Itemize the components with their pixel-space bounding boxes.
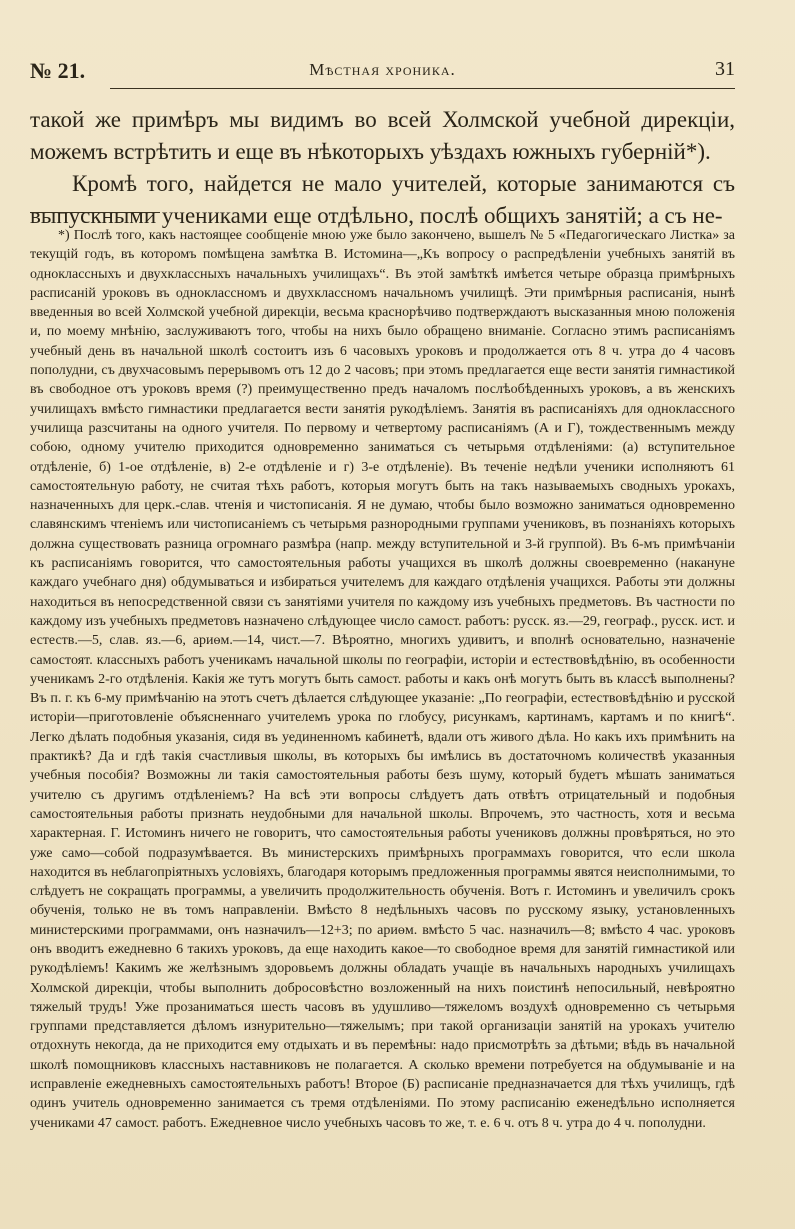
footnote <box>30 226 735 1133</box>
footnote-text: *) Послѣ того, какъ настоящее сообщеніе мною уже было закончено, вышелъ № 5 «Педагогическаго Листка» за текущій годъ, въ которомъ помѣщена замѣтка В. Истомина—„Къ вопросу о распредѣленіи учебныхъ занятій въ одноклассныхъ и двухклассныхъ начальныхъ училищахъ“. Въ этой замѣткѣ имѣется четыре образца примѣрныхъ расписаній уроковъ въ одноклассномъ и двухклассномъ начальномъ училищѣ. Эти примѣрныя расписанія, нынѣ введенныя во всей Холмской учебной дирекціи, весьма краснорѣчиво подтверждаютъ высказанныя мною положенія и, по моему мнѣнію, заслуживаютъ того, чтобы на нихъ было обращено вниманіе. Согласно этимъ расписаніямъ учебный день въ начальной школѣ состоитъ изъ 6 часовыхъ уроковъ и продолжается отъ 8 ч. утра до 4 часовъ пополудни, съ двухчасовымъ перерывомъ отъ 12 до 2 часовъ; при этомъ предлагается еще вести занятія гимнастикой въ свободное отъ уроковъ время (?) преимущественно предъ началомъ послѣобѣденныхъ уроковъ, а въ женскихъ училищахъ вмѣсто гимнастики предлагается вести занятія рукодѣліемъ. Занятія въ расписаніяхъ для одноклассного училища разсчитаны на одного учителя. По первому и четвертому расписаніямъ (А и Г), тождественнымъ между собою, одному учителю приходится одновременно заниматься съ четырьмя отдѣленіями: (а) вступительное отдѣленіе, б) 1-ое отдѣленіе, в) 2-е отдѣленіе и г) 3-е отдѣленіе). Въ теченіе недѣли ученики исполняютъ 61 самостоятельную работу, не считая тѣхъ работъ, которыя могутъ быть на такъ называемыхъ сводныхъ урокахъ, назначенныхъ для церк.-слав. чтенія и чистописанія. Я не думаю, чтобы было возможно заниматься одновременно славянскимъ чтеніемъ или чистописаніемъ съ четырьмя разнородными группами учениковъ, въ познаніяхъ которыхъ должна существовать разница огромнаго размѣра (напр. между вступительной и 3-й группой). Въ 6-мъ примѣчаніи къ расписаніямъ говорится, что самостоятельныя работы учащихся въ школѣ должны своевременно (накануне каждаго учебнаго дня) обдумываться и избираться учителемъ для каждаго отдѣленія учащихся. Работы эти должны находиться въ непосредственной связи съ занятіями учителя по каждому изъ учебныхъ предметовъ. Въ частности по каждому изъ учебныхъ предметовъ назначено слѣдующее число самост. работъ: русск. яз.—29, географ., русск. ист. и естеств.—5, слав. яз.—6, ариѳм.—14, чист.—7. Вѣроятно, многихъ удивитъ, и вполнѣ основательно, назначеніе самостоят. классныхъ работъ ученикамъ начальной школы по географіи, исторіи и естествовѣдѣнію, въ особенности ученикамъ 2-го отдѣленія. Какія же тутъ могутъ быть самост. работы и какъ онѣ могутъ быть въ классѣ выполнены? Въ п. г. къ 6-му примѣчанію на этотъ счетъ дѣлается слѣдующее указаніе: „По географіи, естествовѣдѣнію и русской исторіи—приготовленіе объясненнаго учителемъ урока по глобусу, рисункамъ, картинамъ, картамъ и по книгѣ“. Легко дѣлать подобныя указанія, сидя въ уединенномъ кабинетѣ, вдали отъ живого дѣла. Но какъ ихъ примѣнить на практикѣ? Да и гдѣ такія счастливыя школы, въ которыхъ бы имѣлись въ достаточномъ количествѣ указанныя учебныя пособія? Возможны ли такія самостоятельныя работы безъ шуму, который будетъ мѣшать заниматься учителю съ другимъ отдѣленіемъ? На всѣ эти вопросы слѣдуетъ дать отвѣтъ отрицательный и подобныя самостоятельныя работы признать неудобными для начальной школы. Впрочемъ, это частность, хотя и весьма характерная. Г. Истоминъ ничего не говоритъ, что самостоятельныя работы учениковъ должны провѣряться, но это уже само—собой подразумѣвается. Въ министерскихъ примѣрныхъ программахъ говорится, что если школа находится въ неблагопріятныхъ условіяхъ, благодаря которымъ предложенныя программы явятся неисполнимыми, то слѣдуетъ не сокращать программы, а увеличить продолжительность обученія. Вотъ г. Истоминъ и увеличилъ срокъ обученія, только не въ томъ направленіи. Вмѣсто 8 недѣльныхъ часовъ по русскому языку, установленныхъ министерскими программами, онъ назначилъ—12+3; по ариѳм. вмѣсто 5 час. назначилъ—8; вмѣсто 4 час. уроковъ онъ вводитъ ежедневно 6 такихъ уроковъ, да еще находить какое—то свободное время для занятій гимнастикой или рукодѣліемъ! Какимъ же желѣзнымъ здоровьемъ должны обладать учащіе въ начальныхъ народныхъ училищахъ Холмской дирекціи, чтобы выполнить добросовѣстно возложенный на нихъ поистинѣ непосильный, невѣроятно тяжелый трудъ! Уже прозаниматься шесть часовъ въ удушливо—тяжеломъ воздухѣ одновременно съ четырьмя группами представляется дѣломъ изнурительно—тяжелымъ; при такой организаціи занятій на урокахъ учителю отдохнуть некогда, да не приходится ему отдыхать и въ перемѣны: надо присмотрѣть за дѣтьми; вѣдь въ начальной школѣ помощниковъ классныхъ наставниковъ не полагается. А сколько времени потребуется на обдумываніе и на исправленіе ежедневныхъ самостоятельныхъ работъ! Второе (Б) расписаніе предназначается для тѣхъ училищъ, гдѣ одинъ учитель одновременно занимается съ тремя отдѣленіями. По этому расписанію еженедѣльно исполняется учениками 47 самост. работъ. Ежедневное число учебныхъ часовъ то же, т. е. 6 ч. отъ 8 ч. утра до 4 ч. пополудни. <box>30 228 735 1131</box>
main-paragraph: такой же примѣръ мы видимъ во всей Холмской учебной дирекціи, можемъ встрѣтить и еще въ нѣкоторыхъ уѣздахъ южныхъ губерній*). <box>30 107 735 164</box>
section-title: Мѣстная хроника. <box>309 60 456 79</box>
running-header <box>30 58 735 88</box>
header-rule <box>110 88 735 89</box>
main-paragraph: Кромѣ того, найдется не мало учителей, которые занимаются съ выпускными учениками еще отдѣльно, послѣ общихъ занятій; а съ не- <box>30 171 735 228</box>
footnote-separator <box>30 212 160 213</box>
page-number: 31 <box>715 58 735 80</box>
issue-number: № 21. <box>30 58 86 83</box>
